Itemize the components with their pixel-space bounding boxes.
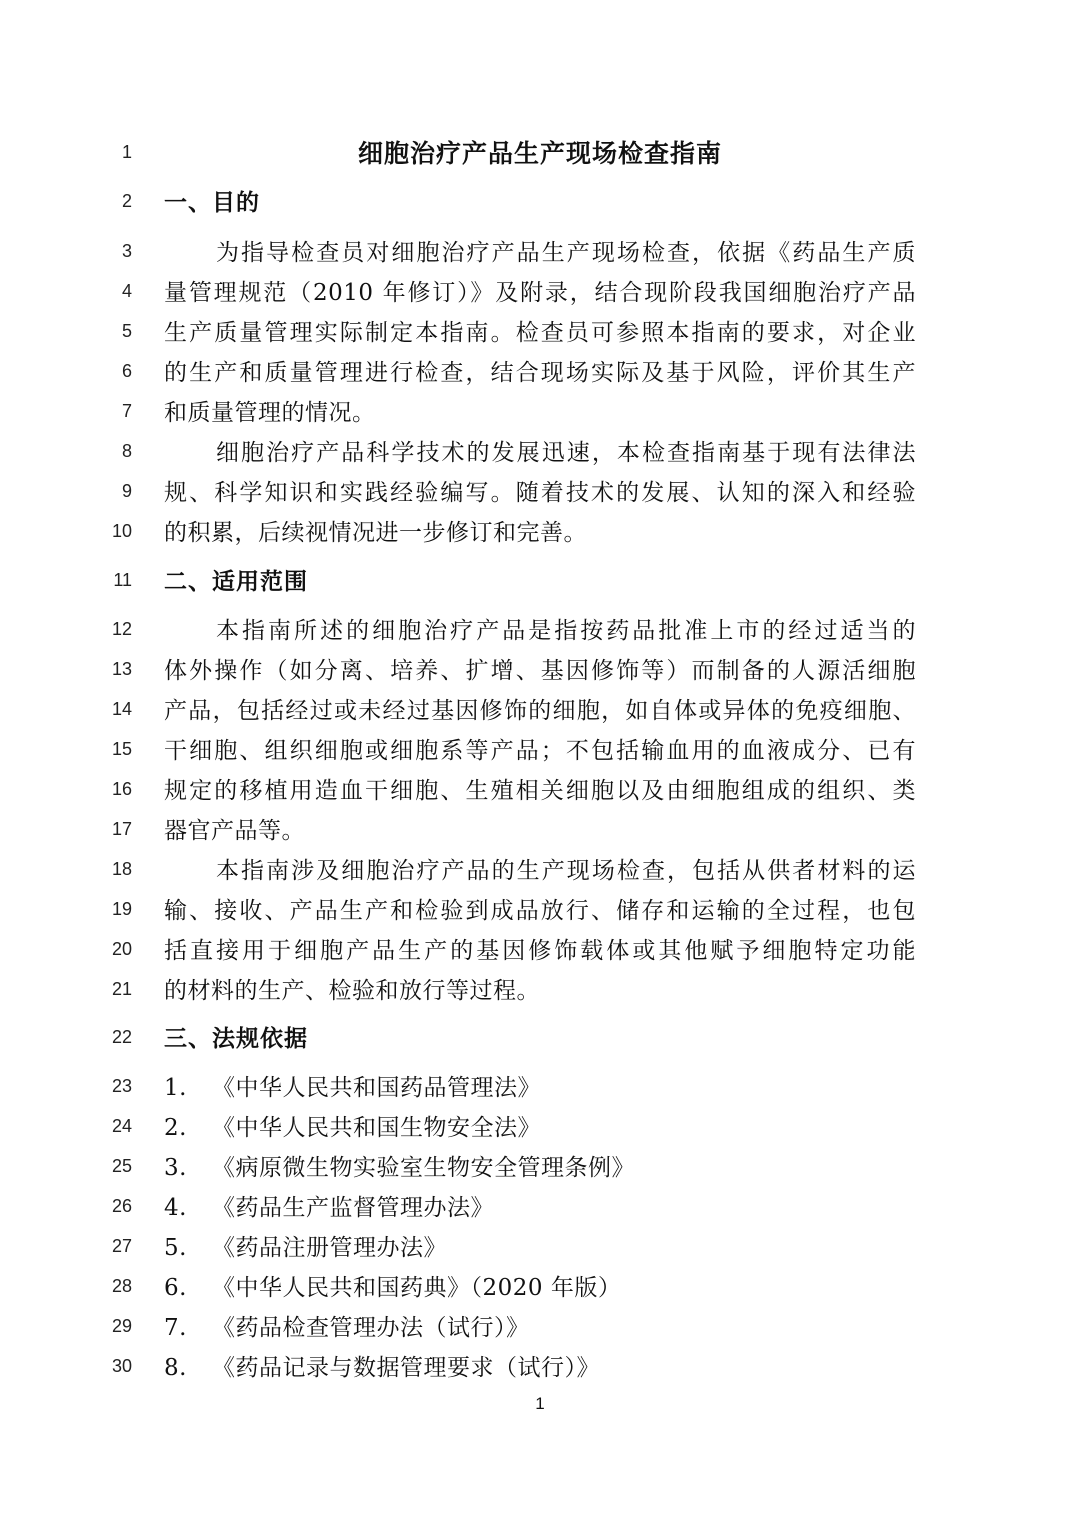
- line-number: 15: [111, 739, 132, 759]
- line-27: [0, 1228, 1080, 1268]
- line-number: 5: [121, 321, 132, 341]
- line-19: [0, 891, 1080, 931]
- paragraph-line: 括直接用于细胞产品生产的基因修饰载体或其他赋予细胞特定功能: [164, 938, 916, 964]
- reference-item: [164, 1108, 916, 1148]
- line-number: 21: [111, 979, 132, 999]
- line-26: [0, 1188, 1080, 1228]
- line-25: [0, 1148, 1080, 1188]
- paragraph-line: 本指南所述的细胞治疗产品是指按药品批准上市的经过适当的: [216, 618, 916, 644]
- line-4: [0, 273, 1080, 313]
- reference-number: 7.: [164, 1315, 187, 1341]
- line-number: 29: [111, 1316, 132, 1336]
- reference-number: 6.: [164, 1275, 187, 1301]
- reference-title: 《中华人民共和国药品管理法》: [212, 1075, 541, 1101]
- page-number: 1: [535, 1394, 545, 1413]
- line-7: [0, 393, 1080, 433]
- reference-title: 《病原微生物实验室生物安全管理条例》: [212, 1155, 635, 1181]
- reference-item: [164, 1348, 916, 1388]
- line-29: [0, 1308, 1080, 1348]
- paragraph-line: 体外操作（如分离、培养、扩增、基因修饰等）而制备的人源活细胞: [164, 658, 916, 684]
- paragraph-line: 本指南涉及细胞治疗产品的生产现场检查，包括从供者材料的运: [216, 858, 916, 884]
- line-number: 2: [121, 191, 132, 211]
- line-13: [0, 651, 1080, 691]
- paragraph-line: 为指导检查员对细胞治疗产品生产现场检查，依据《药品生产质: [216, 240, 916, 266]
- line-number: 6: [121, 361, 132, 381]
- line-number: 22: [111, 1027, 132, 1047]
- line-18: [0, 851, 1080, 891]
- paragraph-line: 生产质量管理实际制定本指南。检查员可参照本指南的要求，对企业: [164, 320, 916, 346]
- line-30: [0, 1348, 1080, 1388]
- reference-title: 《药品注册管理办法》: [212, 1235, 447, 1261]
- reference-number: 4.: [164, 1195, 187, 1221]
- paragraph-line: 规、科学知识和实践经验编写。随着技术的发展、认知的深入和经验: [164, 480, 916, 506]
- line-number: 9: [121, 481, 132, 501]
- line-23: [0, 1068, 1080, 1108]
- line-number: 25: [111, 1156, 132, 1176]
- line-22: [0, 1019, 1080, 1059]
- paragraph-line: 和质量管理的情况。: [164, 400, 376, 426]
- line-number: 24: [111, 1116, 132, 1136]
- line-17: [0, 811, 1080, 851]
- line-number: 4: [121, 281, 132, 301]
- line-16: [0, 771, 1080, 811]
- reference-item: [164, 1068, 916, 1108]
- line-number: 12: [111, 619, 132, 639]
- line-number: 27: [111, 1236, 132, 1256]
- reference-number: 3.: [164, 1155, 187, 1181]
- paragraph-line: 规定的移植用造血干细胞、生殖相关细胞以及由细胞组成的组织、类: [164, 778, 916, 804]
- paragraph-line: 细胞治疗产品科学技术的发展迅速，本检查指南基于现有法律法: [216, 440, 916, 466]
- reference-item: [164, 1148, 916, 1188]
- line-1: [0, 134, 1080, 174]
- line-9: [0, 473, 1080, 513]
- line-number: 17: [111, 819, 132, 839]
- line-number: 14: [111, 699, 132, 719]
- reference-title: 《药品生产监督管理办法》: [212, 1195, 494, 1221]
- line-24: [0, 1108, 1080, 1148]
- reference-title: 《中华人民共和国药典》（2020 年版）: [212, 1275, 622, 1301]
- paragraph-line: 产品，包括经过或未经过基因修饰的细胞，如自体或异体的免疫细胞、: [164, 698, 916, 724]
- line-number: 13: [111, 659, 132, 679]
- reference-item: [164, 1308, 916, 1348]
- reference-item: [164, 1188, 916, 1228]
- line-number: 1: [121, 142, 132, 162]
- line-number: 19: [111, 899, 132, 919]
- paragraph-line: 的生产和质量管理进行检查，结合现场实际及基于风险，评价其生产: [164, 360, 916, 386]
- reference-number: 1.: [164, 1075, 187, 1101]
- line-number: 7: [121, 401, 132, 421]
- line-8: [0, 433, 1080, 473]
- section-heading: 三、法规依据: [164, 1026, 308, 1052]
- paragraph-line: 量管理规范（2010 年修订）》及附录，结合现阶段我国细胞治疗产品: [164, 280, 916, 306]
- line-2: [0, 183, 1080, 223]
- line-number: 18: [111, 859, 132, 879]
- line-number: 28: [111, 1276, 132, 1296]
- line-number: 26: [111, 1196, 132, 1216]
- line-number: 30: [111, 1356, 132, 1376]
- line-15: [0, 731, 1080, 771]
- reference-number: 8.: [164, 1355, 187, 1381]
- line-28: [0, 1268, 1080, 1308]
- paragraph-line: 的积累，后续视情况进一步修订和完善。: [164, 520, 587, 546]
- reference-item: [164, 1228, 916, 1268]
- line-number: 20: [111, 939, 132, 959]
- paragraph-line: 的材料的生产、检验和放行等过程。: [164, 978, 540, 1004]
- line-number: 23: [111, 1076, 132, 1096]
- line-number: 10: [111, 521, 132, 541]
- line-11: [0, 562, 1080, 602]
- document-title: 细胞治疗产品生产现场检查指南: [357, 139, 722, 168]
- line-5: [0, 313, 1080, 353]
- line-number: 16: [111, 779, 132, 799]
- line-number: 8: [121, 441, 132, 461]
- reference-title: 《药品记录与数据管理要求（试行）》: [212, 1355, 600, 1381]
- line-10: [0, 513, 1080, 553]
- reference-number: 5.: [164, 1235, 187, 1261]
- line-20: [0, 931, 1080, 971]
- paragraph-line: 器官产品等。: [164, 818, 305, 844]
- line-number: 11: [113, 570, 132, 590]
- line-14: [0, 691, 1080, 731]
- reference-number: 2.: [164, 1115, 187, 1141]
- line-12: [0, 611, 1080, 651]
- paragraph-line: 干细胞、组织细胞或细胞系等产品；不包括输血用的血液成分、已有: [164, 738, 916, 764]
- line-21: [0, 971, 1080, 1011]
- line-3: [0, 233, 1080, 273]
- reference-title: 《药品检查管理办法（试行）》: [212, 1315, 530, 1341]
- line-number: 3: [121, 241, 132, 261]
- reference-item: [164, 1268, 916, 1308]
- section-heading: 一、目的: [164, 190, 260, 216]
- reference-title: 《中华人民共和国生物安全法》: [212, 1115, 541, 1141]
- paragraph-line: 输、接收、产品生产和检验到成品放行、储存和运输的全过程，也包: [164, 898, 916, 924]
- line-6: [0, 353, 1080, 393]
- section-heading: 二、适用范围: [164, 569, 308, 595]
